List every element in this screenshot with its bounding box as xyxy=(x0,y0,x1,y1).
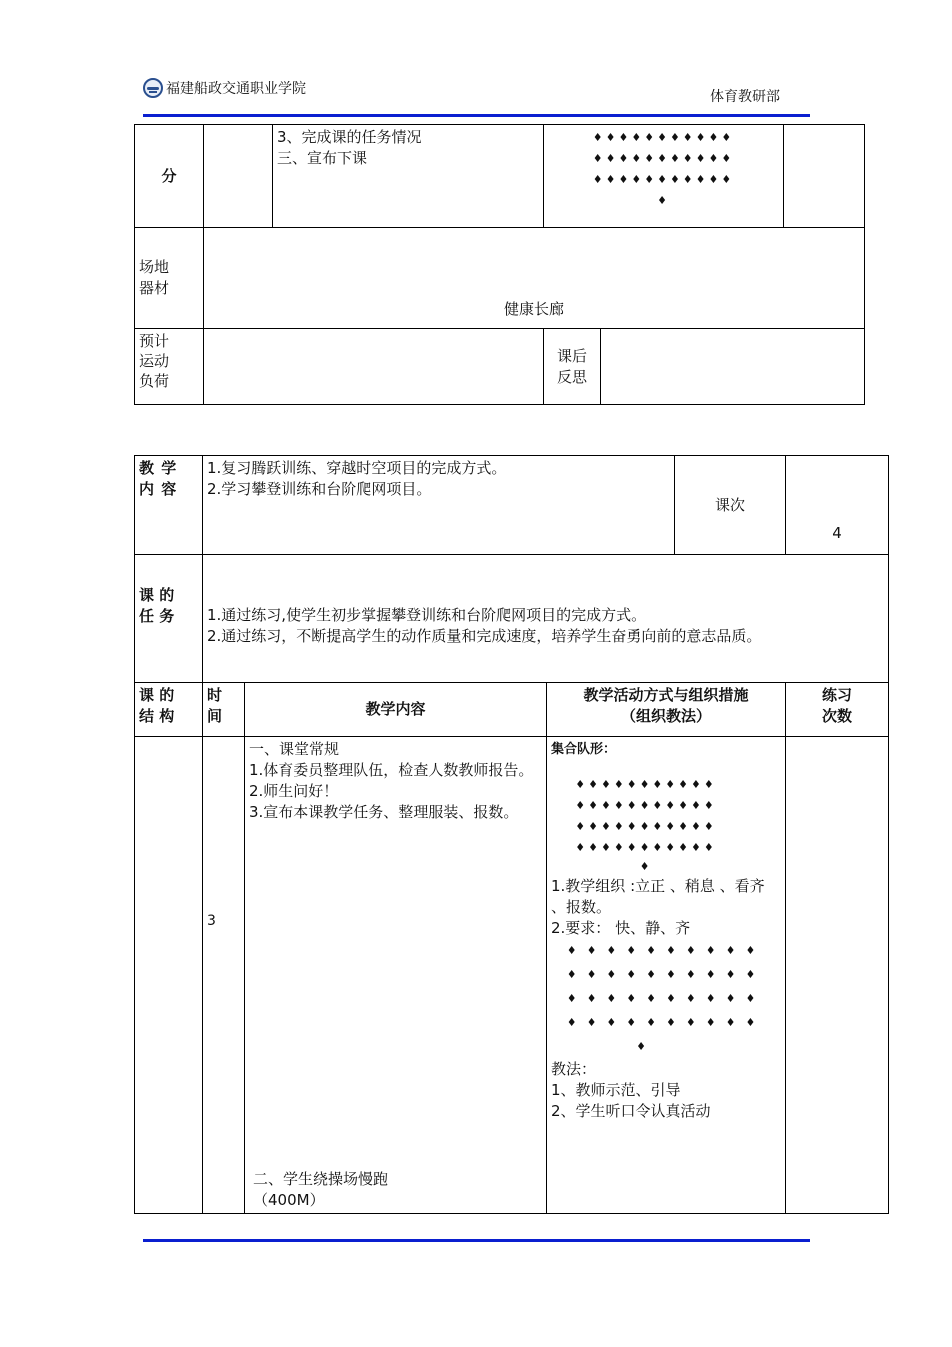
label-line: 内 容 xyxy=(139,480,178,498)
formation-row: ♦♦♦♦♦♦♦♦♦♦♦ xyxy=(575,841,717,854)
footer-rule xyxy=(143,1239,810,1242)
practice-cell xyxy=(784,125,865,228)
load-label xyxy=(135,329,204,405)
practice-count-cell xyxy=(786,737,889,1214)
formation-row: ♦♦♦♦♦♦♦♦♦♦♦ xyxy=(575,778,717,791)
formation-row: ♦♦♦♦♦♦♦♦♦♦ xyxy=(566,968,766,981)
org-line: 1.教学组织 :立正 、稍息 、看齐 、报数。 xyxy=(551,877,765,916)
header-line: 教学活动方式与组织措施 xyxy=(583,686,749,704)
teach-content-value xyxy=(203,456,675,555)
col-header-content: 教学内容 xyxy=(245,683,547,737)
structure-cell xyxy=(135,737,203,1214)
table-row-task xyxy=(135,555,889,683)
body-content-cell xyxy=(245,737,547,1214)
col-header-structure xyxy=(135,683,203,737)
content-line: 2.师生问好！ xyxy=(249,782,339,800)
formation-row: ♦♦♦♦♦♦♦♦♦♦ xyxy=(566,944,766,957)
formation-row: ♦♦♦♦♦♦♦♦♦♦♦ xyxy=(592,131,735,144)
reflection-value xyxy=(601,329,865,405)
col-header-activity xyxy=(547,683,786,737)
time-value: 3 xyxy=(203,737,245,1214)
label-line: 课 的 xyxy=(139,586,175,604)
header-rule xyxy=(143,114,810,117)
venue-label xyxy=(135,228,204,329)
teach-content-label xyxy=(135,456,203,555)
content-cell xyxy=(273,125,544,228)
org-line: 2.要求： 快、静、齐 xyxy=(551,919,691,937)
table-row-teach-content xyxy=(135,456,889,555)
header-line: 结 构 xyxy=(139,707,175,725)
content-line: 二、学生绕操场慢跑 xyxy=(253,1170,389,1188)
content-line: 一、课堂常规 xyxy=(249,740,340,758)
table-row-load xyxy=(135,329,865,405)
part-label: 分 xyxy=(135,125,204,228)
lesson-plan-table-continued xyxy=(134,124,865,405)
header-line: 次数 xyxy=(822,707,853,725)
teacher-marker-icon: ♦ xyxy=(639,860,653,873)
header-line: 课 的 xyxy=(139,686,175,704)
task-line: 2.通过练习，不断提高学生的动作质量和完成速度，培养学生奋勇向前的意志品质。 xyxy=(207,627,762,645)
task-value xyxy=(203,555,889,683)
formation-row: ♦♦♦♦♦♦♦♦♦♦♦ xyxy=(592,173,735,186)
lesson-no-value: 4 xyxy=(786,456,889,555)
content-line: 1.体育委员整理队伍，检查人数教师报告。 xyxy=(249,761,534,779)
formation-row: ♦♦♦♦♦♦♦♦♦♦ xyxy=(566,1016,766,1029)
venue-value: 健康长廊 xyxy=(204,228,865,329)
reflection-label-line: 反思 xyxy=(557,367,588,386)
formation-title: 集合队形： xyxy=(551,742,617,757)
method-line: 教法： xyxy=(551,1060,597,1078)
table-row-end-part xyxy=(135,125,865,228)
header-line: （组织教法） xyxy=(621,707,712,725)
department-name: 体育教研部 xyxy=(710,89,780,105)
content-line: （400M） xyxy=(253,1191,325,1209)
load-value xyxy=(204,329,544,405)
table-row-body xyxy=(135,737,889,1214)
load-label-line: 运动 xyxy=(139,352,170,370)
table-row-venue xyxy=(135,228,865,329)
school-logo-icon xyxy=(143,78,163,98)
activity-cell xyxy=(547,737,786,1214)
content-line: 1.复习腾跃训练、穿越时空项目的完成方式。 xyxy=(207,459,507,477)
venue-label-line: 场地 xyxy=(139,258,170,276)
teacher-marker-icon: ♦ xyxy=(636,1040,656,1053)
lesson-plan-table xyxy=(134,455,889,1214)
formation-2 xyxy=(551,939,781,1059)
venue-label-line: 器材 xyxy=(139,279,170,297)
time-cell xyxy=(204,125,273,228)
content-line: 3、完成课的任务情况 xyxy=(277,128,422,146)
formation-row: ♦♦♦♦♦♦♦♦♦♦♦ xyxy=(575,820,717,833)
header-line: 练习 xyxy=(822,686,853,704)
header-line: 间 xyxy=(207,707,223,725)
lesson-no-label: 课次 xyxy=(675,456,786,555)
formation-row: ♦♦♦♦♦♦♦♦♦♦♦ xyxy=(575,799,717,812)
formation-1 xyxy=(551,774,781,876)
table-row-col-headers xyxy=(135,683,889,737)
formation-cell xyxy=(544,125,784,228)
load-label-line: 负荷 xyxy=(139,372,170,390)
col-header-time xyxy=(203,683,245,737)
method-line: 1、教师示范、引导 xyxy=(551,1081,681,1099)
label-line: 任 务 xyxy=(139,607,175,625)
method-line: 2、学生听口令认真活动 xyxy=(551,1102,711,1120)
content-line: 3.宣布本课教学任务、整理服装、报数。 xyxy=(249,803,519,821)
task-line: 1.通过练习,使学生初步掌握攀登训练和台阶爬网项目的完成方式。 xyxy=(207,606,647,624)
header-school xyxy=(143,78,306,98)
formation-row: ♦♦♦♦♦♦♦♦♦♦ xyxy=(566,992,766,1005)
content-bottom xyxy=(253,1169,388,1211)
content-line: 2.学习攀登训练和台阶爬网项目。 xyxy=(207,480,432,498)
header-line: 时 xyxy=(207,686,223,704)
reflection-label-line: 课后 xyxy=(557,346,588,365)
formation-row: ♦♦♦♦♦♦♦♦♦♦♦ xyxy=(592,152,735,165)
reflection-label xyxy=(544,329,601,405)
task-label xyxy=(135,555,203,683)
col-header-practice xyxy=(786,683,889,737)
school-name: 福建船政交通职业学院 xyxy=(166,81,306,97)
load-label-line: 预计 xyxy=(139,332,170,350)
teacher-marker-icon: ♦ xyxy=(657,194,670,207)
label-line: 教 学 xyxy=(139,459,178,477)
content-line: 三、宣布下课 xyxy=(277,149,368,167)
